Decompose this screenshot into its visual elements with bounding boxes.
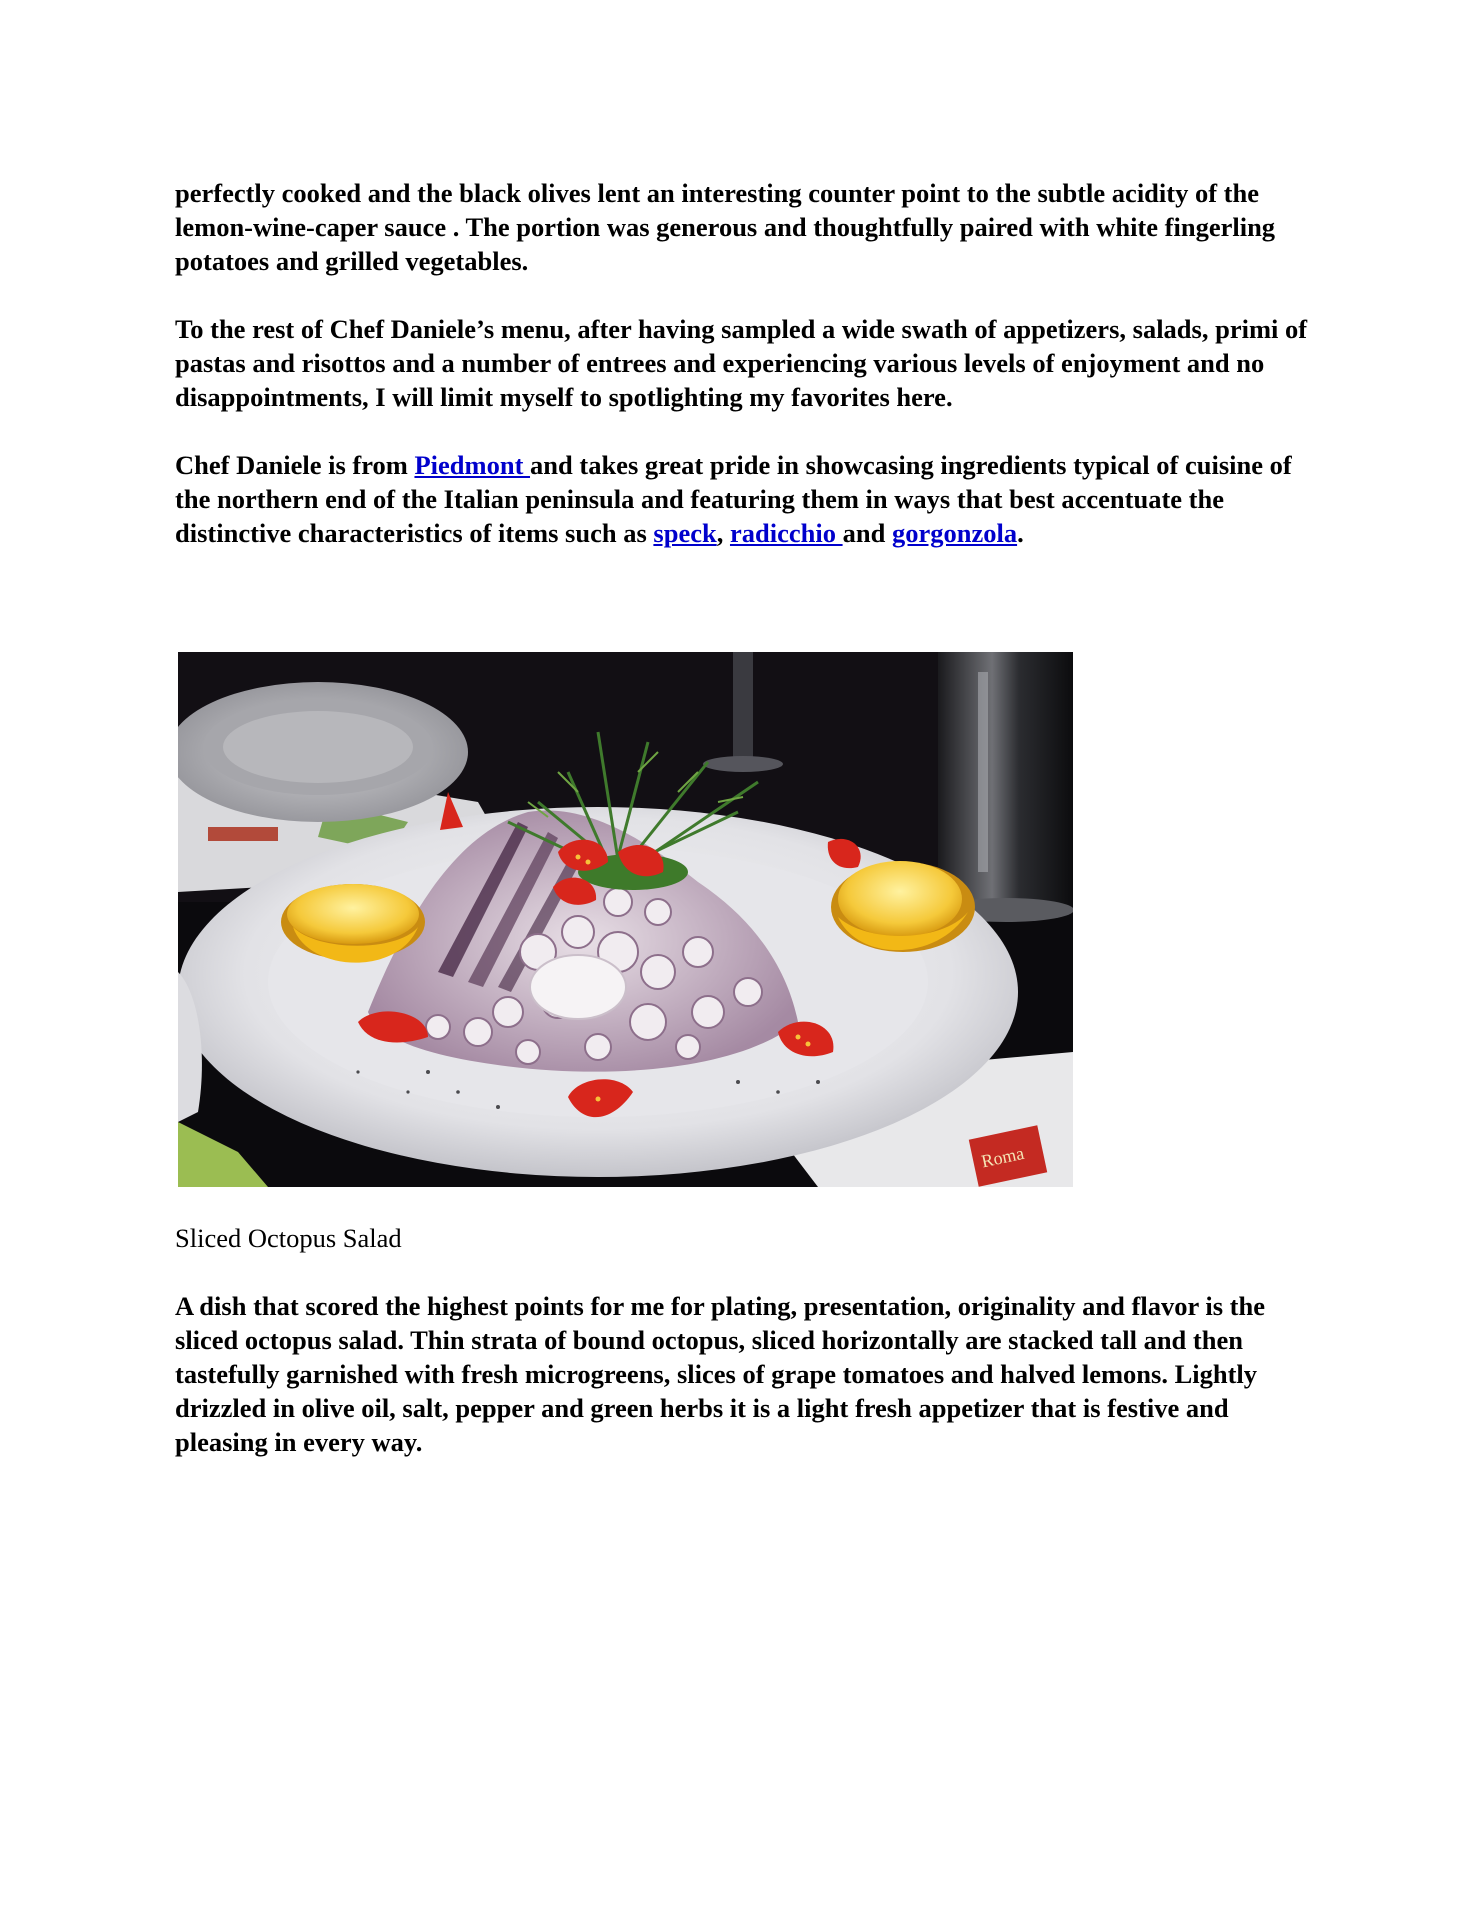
text-intro: Chef Daniele is from (175, 450, 415, 480)
link-piedmont[interactable]: Piedmont (414, 450, 531, 480)
text-and: and (842, 518, 892, 548)
paragraph-sauce: perfectly cooked and the black olives lent an interesting counter point to the subtle acidity of the lemon-wine-caper sauce . The portion was generous and thoughtfully paired with white fingerling potatoes and grilled vegetables. (175, 178, 1276, 276)
packet-label: Roma (979, 1142, 1026, 1172)
text-comma: , (716, 518, 730, 548)
photo-caption: Sliced Octopus Salad (175, 1223, 402, 1253)
octopus-salad-photo (178, 652, 1073, 1187)
link-radicchio[interactable]: radicchio (729, 518, 843, 548)
document-page (175, 176, 1325, 1493)
text-end: . (1017, 518, 1024, 548)
link-speck[interactable]: speck (653, 518, 717, 548)
paragraph-octopus-salad: A dish that scored the highest points for me for plating, presentation, originality and flavor is the sliced octopus salad. Thin strata of bound octopus, sliced horizontally are stacked tall and then tastefully garnished with fresh microgreens, slices of grape tomatoes and halved lemons. Lightly drizzled in olive oil, salt, pepper and green herbs it is a light fresh appetizer that is festive and pleasing in every way. (175, 1291, 1266, 1457)
text-mid: and takes great pride in showcasing ingredients typical of cuisine of the northern end of the Italian peninsula and featuring them in ways that best accentuate the distinctive characteristics of items such as (175, 450, 1292, 548)
paragraph-piedmont (175, 448, 1325, 550)
paragraph-menu: To the rest of Chef Daniele’s menu, after having sampled a wide swath of appetizers, salads, primi of pastas and risottos and a number of entrees and experiencing various levels of enjoyment and no disappointments, I will limit myself to spotlighting my favorites here. (175, 314, 1308, 412)
link-gorgonzola[interactable]: gorgonzola (891, 518, 1018, 548)
